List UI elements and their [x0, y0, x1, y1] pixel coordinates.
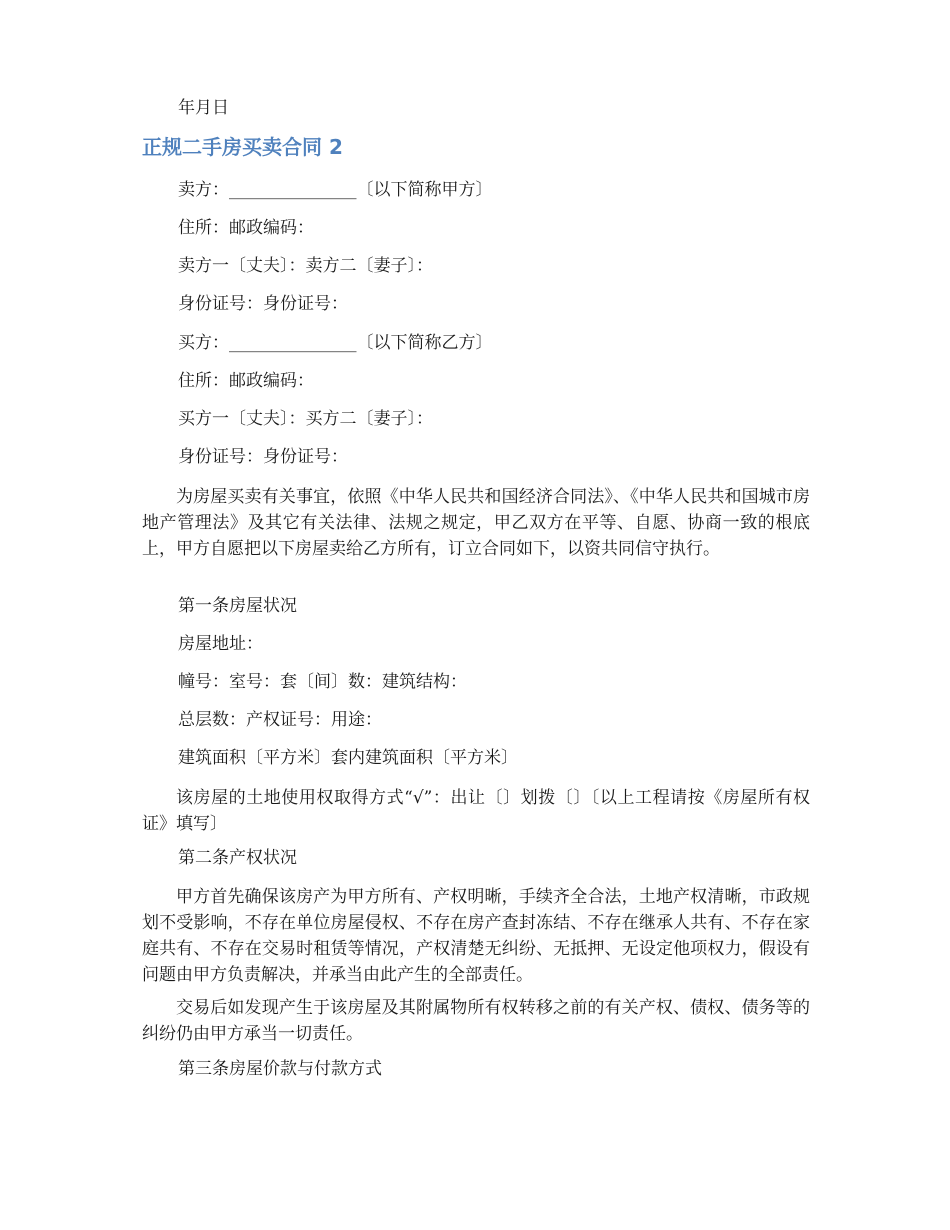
article2-paragraph-1: 甲方首先确保该房产为甲方所有、产权明晰，手续齐全合法，土地产权清晰，市政规划不受影响，不存在单位房屋侵权、不存在房产查封冻结、不存在继承人共有、不存在家庭共有、不存在交易时租赁等情况，产权清楚无纠纷、无抵押、无设定他项权力，假设有问题由甲方负责解决，并承当由此产生的全部责任。 [142, 887, 810, 985]
buyer-line: 买方：_______________〔以下简称乙方〕 [178, 333, 493, 353]
house-numbers: 幢号：室号：套〔间〕数：建筑结构： [178, 672, 467, 692]
house-address: 房屋地址： [178, 634, 263, 654]
land-use-paragraph: 该房屋的土地使用权取得方式“√”：出让〔〕划拨〔〕〔以上工程请按《房屋所有权证》填写〕 [142, 788, 810, 834]
article3-heading: 第三条房屋价款与付款方式 [178, 1059, 382, 1079]
house-area: 建筑面积〔平方米〕套内建筑面积〔平方米〕 [178, 748, 518, 768]
seller-line: 卖方：_______________〔以下简称甲方〕 [178, 180, 493, 200]
preamble-paragraph: 为房屋买卖有关事宜，依照《中华人民共和国经济合同法》、《中华人民共和国城市房地产管理法》及其它有关法律、法规之规定，甲乙双方在平等、自愿、协商一致的根底上，甲方自愿把以下房屋卖给乙方所有，订立合同如下，以资共同信守执行。 [142, 487, 810, 559]
article1-heading: 第一条房屋状况 [178, 596, 297, 616]
house-floors: 总层数：产权证号：用途： [178, 710, 382, 730]
contract-title: 正规二手房买卖合同 2 [142, 135, 343, 159]
buyer-id: 身份证号：身份证号： [178, 447, 348, 467]
buyer-spouses: 买方一〔丈夫〕：买方二〔妻子〕： [178, 409, 433, 429]
date-line: 年月日 [178, 98, 229, 118]
article2-heading: 第二条产权状况 [178, 848, 297, 868]
seller-spouses: 卖方一〔丈夫〕：卖方二〔妻子〕： [178, 256, 433, 276]
seller-address: 住所：邮政编码： [178, 218, 314, 238]
article2-paragraph-2: 交易后如发现产生于该房屋及其附属物所有权转移之前的有关产权、债权、债务等的纠纷仍由甲方承当一切责任。 [142, 998, 810, 1044]
seller-id: 身份证号：身份证号： [178, 294, 348, 314]
buyer-address: 住所：邮政编码： [178, 371, 314, 391]
